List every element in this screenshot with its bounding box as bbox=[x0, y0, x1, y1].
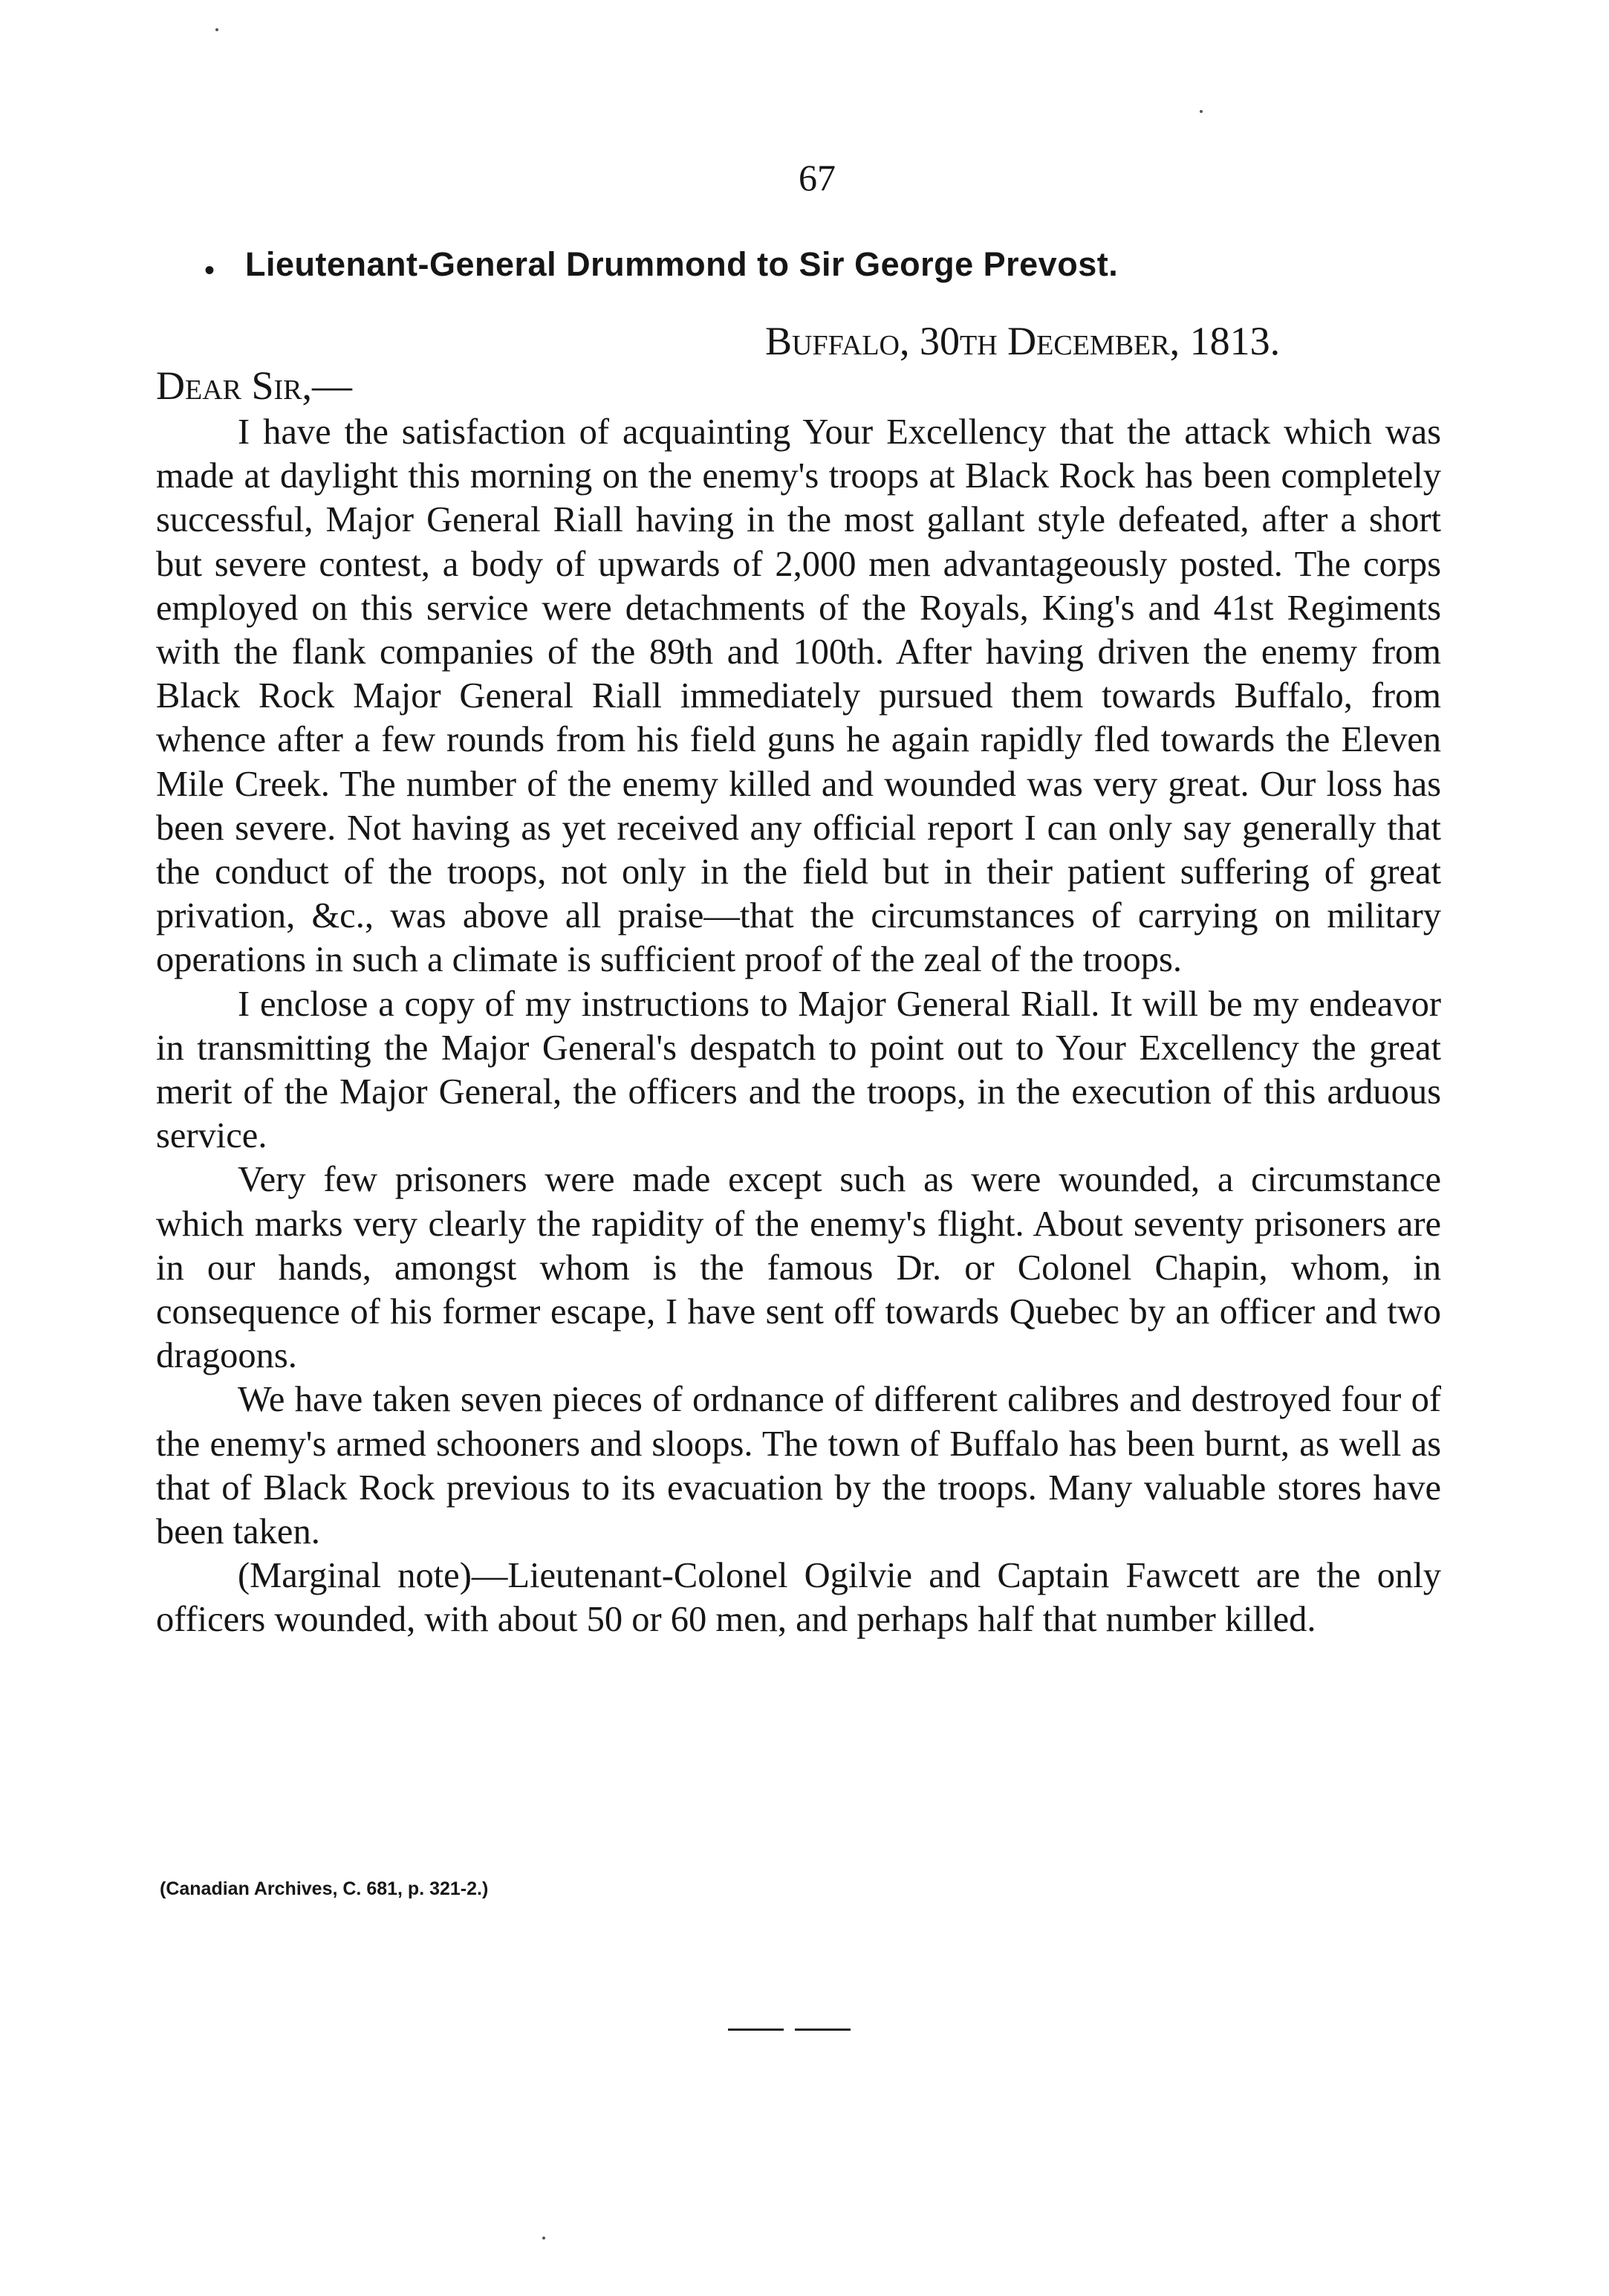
letter-body bbox=[156, 410, 1441, 1642]
body-paragraph: I enclose a copy of my instructions to Major General Riall. It will be my endeavor in transmitting the Major General's despatch to point out to Your Excellency the great merit of the Major General, the officers and the troops, in the execution of this arduous service. bbox=[156, 984, 1441, 1156]
letter-salutation: Dear Sir,— bbox=[156, 363, 353, 408]
body-paragraph: Very few prisoners were made except such as were wounded, a circumstance which marks very clearly the rapidity of the enemy's flight. About seventy prisoners are in our hands, amongst whom is the famous Dr. or Colonel Chapin, whom, in consequence of his former escape, I have sent off towards Quebec by an officer and two dragoons. bbox=[156, 1160, 1441, 1376]
letter-heading: Lieutenant-General Drummond to Sir George Prevost. bbox=[245, 245, 1119, 283]
page-number: 67 bbox=[799, 157, 836, 198]
body-paragraph: I have the satisfaction of acquainting Your Excellency that the attack which was made at daylight this morning on the enemy's troops at Black Rock has been completely successful, Major General Riall having in the most gallant style defeated, after a short but severe contest, a body of upwards of 2,000 men advantageously posted. The corps employed on this service were detachments of the Royals, King's and 41st Regiments with the flank companies of the 89th and 100th. After having driven the enemy from Black Rock Major General Riall immediately pursued them towards Buffalo, from whence after a few rounds from his field guns he again rapidly fled towards the Eleven Mile Creek. The number of the enemy killed and wounded was very great. Our loss has been severe. Not having as yet received any official report I can only say generally that the conduct of the troops, not only in the field but in their patient suffering of great privation, &c., was above all praise—that the circumstances of carrying on military operations in such a climate is sufficient proof of the zeal of the troops. bbox=[156, 412, 1441, 980]
marginal-note-paragraph: (Marginal note)—Lieutenant-Colonel Ogilvie and Captain Fawcett are the only officers wounded, with about 50 or 60 men, and perhaps half that number killed. bbox=[156, 1556, 1441, 1640]
scan-speck bbox=[542, 2237, 545, 2240]
scan-speck bbox=[1200, 110, 1203, 113]
scan-speck bbox=[215, 28, 218, 31]
divider-dash bbox=[795, 2029, 851, 2031]
heading-bullet: • bbox=[204, 253, 215, 287]
divider-dash bbox=[728, 2029, 784, 2031]
closing-divider bbox=[728, 2029, 851, 2031]
archive-source-citation: (Canadian Archives, C. 681, p. 321-2.) bbox=[160, 1878, 489, 1899]
body-paragraph: We have taken seven pieces of ordnance of different calibres and destroyed four of the enemy's armed schooners and sloops. The town of Buffalo has been burnt, as well as that of Black Rock previous to its evacuation by the troops. Many valuable stores have been taken. bbox=[156, 1380, 1441, 1552]
letter-dateline: Buffalo, 30th December, 1813. bbox=[765, 319, 1281, 363]
